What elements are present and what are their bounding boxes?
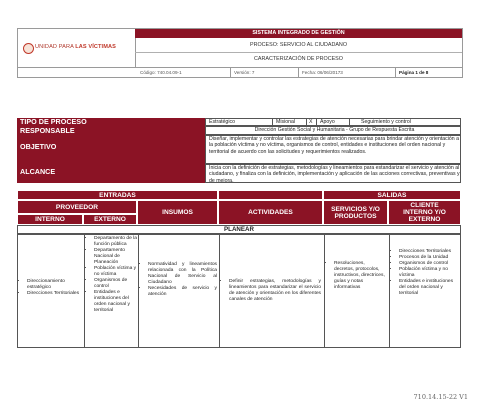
header-gap bbox=[218, 190, 323, 200]
list-item: • Entidades e instituciones del orden nacional y territorial bbox=[94, 290, 137, 314]
interno-column bbox=[18, 279, 84, 297]
planear-label: PLANEAR bbox=[224, 226, 254, 233]
list-item: • Departamento de la función pública bbox=[94, 236, 137, 248]
doc-date: Fecha: 06/06/20173 bbox=[302, 70, 343, 75]
option-misional: Misional bbox=[276, 119, 296, 125]
option-seguimiento: Seguimiento y control bbox=[361, 119, 411, 125]
document-header bbox=[17, 28, 463, 78]
cliente-header: CLIENTE INTERNO Y/O EXTERNO bbox=[388, 200, 461, 225]
doc-code: Código: 740.04.09-1 bbox=[140, 70, 182, 75]
planear-body-row bbox=[17, 234, 461, 348]
list-item: • Población víctima y no víctima bbox=[94, 266, 137, 278]
logo-cell bbox=[18, 29, 136, 67]
list-item: • Departamento Nacional de Planeación bbox=[94, 248, 137, 266]
objetivo-value: Diseñar, implementar y controlar las estrategias de atención necesarias para brindar atención y orientación a la población víctima y no víctima, organismos de control, entidades e instituciones del orden nacional y territorial de acuerdo con las solicitudes y requerimientos realizados. bbox=[209, 136, 459, 155]
alcance-value: Inicia con la definición de estrategias, metodologías y lineamientos para estandarizar el servicio y atención al ciudadano, y finaliza con la definición, implementación y aplicación de las acciones correctivas, preventivas y de mejora. bbox=[209, 165, 460, 182]
cliente-column bbox=[390, 249, 460, 297]
insumos-header: INSUMOS bbox=[137, 200, 218, 225]
planear-row bbox=[17, 225, 461, 234]
entradas-header: ENTRADAS bbox=[17, 190, 218, 200]
externo-header: EXTERNO bbox=[83, 214, 137, 225]
document-title: CARACTERIZACIÓN DE PROCESO bbox=[135, 52, 462, 68]
list-item: • Definir estrategias, metodologías y lineamientos para estandarizar el servicio de atención y orientación en los diferentes canales de atención bbox=[229, 279, 321, 303]
interno-header: INTERNO bbox=[17, 214, 83, 225]
list-item: • Organismos de control bbox=[94, 278, 137, 290]
proveedor-header: PROVEEDOR bbox=[17, 200, 137, 214]
salidas-header: SALIDAS bbox=[323, 190, 461, 200]
responsable-label: RESPONSABLE bbox=[17, 126, 205, 135]
list-item: • Procesos de la Unidad bbox=[399, 255, 458, 261]
list-item: • Entidades e instituciones del orden nacional y territorial bbox=[399, 279, 458, 297]
list-item: • Normatividad y lineamientos relacionada con la Política Nacional de Servicio al Ciudadano bbox=[148, 262, 217, 286]
tipo-options-row bbox=[205, 118, 461, 126]
list-item: • Resoluciones, decretos, protocolos, instructivos, directrices, guías y notas informativas bbox=[334, 261, 386, 291]
objetivo-cell bbox=[205, 135, 461, 164]
option-estrategico: Estratégico bbox=[209, 119, 235, 125]
responsable-cell bbox=[205, 126, 461, 135]
coat-of-arms-icon bbox=[23, 43, 34, 54]
actividades-column bbox=[220, 279, 324, 303]
objetivo-label: OBJETIVO bbox=[17, 135, 205, 164]
system-title: SISTEMA INTEGRADO DE GESTIÓN bbox=[135, 29, 462, 38]
doc-version: Versión: 7 bbox=[234, 70, 255, 75]
list-item: • Direccionamiento estratégico bbox=[27, 279, 82, 291]
alcance-cell bbox=[205, 164, 461, 183]
servicios-column bbox=[325, 261, 389, 291]
option-mark: X bbox=[309, 119, 313, 125]
process-name: PROCESO: SERVICIO AL CIUDADANO bbox=[135, 38, 462, 53]
document-meta-row bbox=[18, 67, 462, 78]
page-number: Página 1 de 8 bbox=[399, 70, 429, 75]
tipo-label: TIPO DE PROCESO bbox=[17, 118, 205, 126]
responsable-value: Dirección Gestión Social y Humanitaria - Grupo de Respuesta Escrita bbox=[254, 127, 415, 133]
logo: UNIDAD PARA LAS VÍCTIMAS bbox=[35, 44, 116, 50]
list-item: • Necesidades de servicio y atención bbox=[148, 286, 217, 298]
insumos-column bbox=[139, 262, 219, 298]
list-item: • Organismos de control bbox=[399, 261, 458, 267]
option-apoyo: Apoyo bbox=[320, 119, 335, 125]
servicios-header: SERVICIOS Y/O PRODUCTOS bbox=[323, 200, 388, 225]
externo-column bbox=[85, 236, 138, 314]
footer-code: 710.14.15-22 V1 bbox=[413, 393, 468, 401]
alcance-label: ALCANCE bbox=[17, 164, 205, 183]
list-item: • Direcciones Territoriales bbox=[27, 291, 82, 297]
list-item: • Direcciones Territoriales bbox=[399, 249, 458, 255]
actividades-header: ACTIVIDADES bbox=[218, 200, 323, 225]
list-item: • Población víctima y no víctima bbox=[399, 267, 458, 279]
